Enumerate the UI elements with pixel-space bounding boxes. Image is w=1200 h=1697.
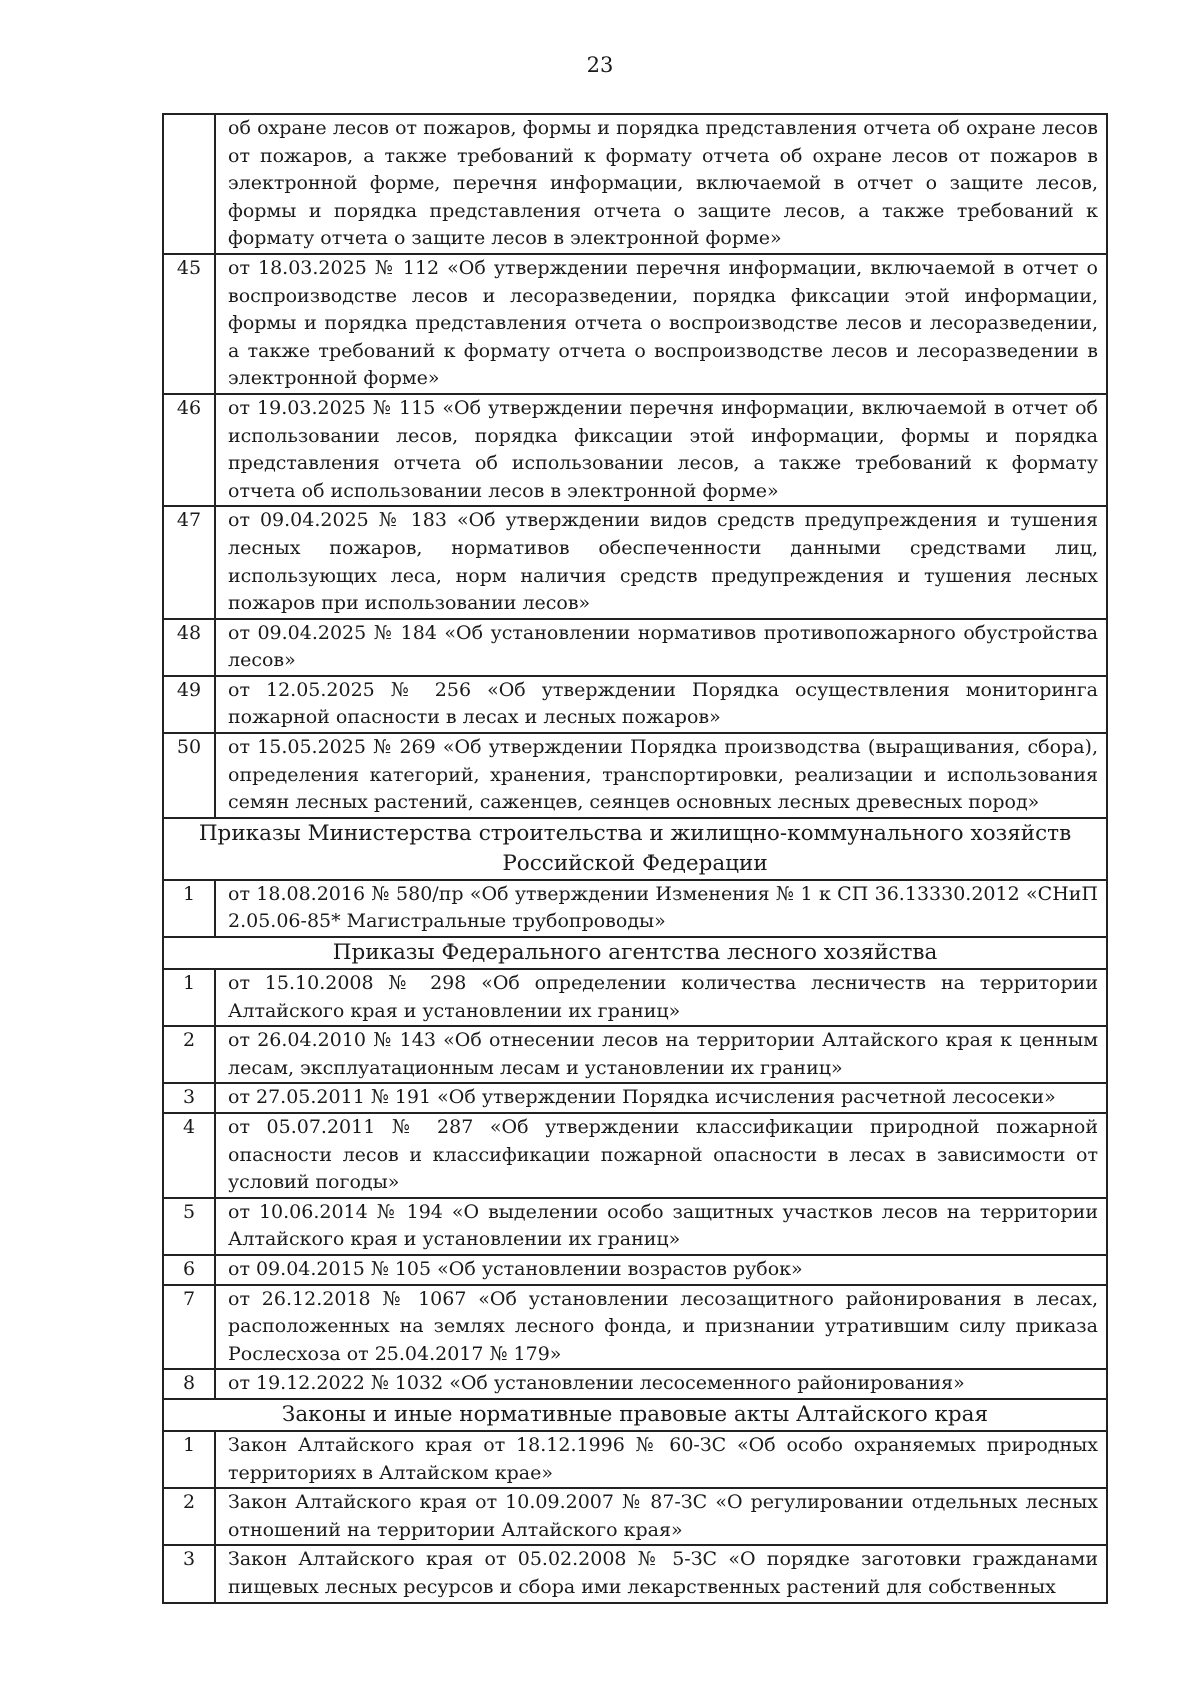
table-row	[163, 619, 1107, 676]
act-description: Закон Алтайского края от 10.09.2007 № 87-ЗС «О регулировании отдельных лесных отношений на территории Алтайского края»	[215, 1488, 1107, 1545]
table-row	[163, 969, 1107, 1026]
table-row	[163, 1431, 1107, 1488]
table-row	[163, 394, 1107, 506]
row-number: 7	[163, 1285, 215, 1370]
row-number: 2	[163, 1026, 215, 1083]
row-number: 3	[163, 1545, 215, 1602]
act-description: от 18.08.2016 № 580/пр «Об утверждении Изменения № 1 к СП 36.13330.2012 «СНиП 2.05.06-85* Магистральные трубопроводы»	[215, 880, 1107, 937]
table-row	[163, 1198, 1107, 1255]
row-number: 1	[163, 969, 215, 1026]
act-description: от 12.05.2025 № 256 «Об утверждении Порядка осуществления мониторинга пожарной опасности в лесах и лесных пожаров»	[215, 676, 1107, 733]
act-description: от 09.04.2025 № 183 «Об утверждении видов средств предупреждения и тушения лесных пожаров, нормативов обеспеченности данными средствами лиц, использующих леса, норм наличия средств предупреждения и тушения лесных пожаров при использовании лесов»	[215, 506, 1107, 618]
table-row	[163, 733, 1107, 818]
table-row	[163, 1488, 1107, 1545]
row-number: 2	[163, 1488, 215, 1545]
row-number: 48	[163, 619, 215, 676]
section-header-row	[163, 1399, 1107, 1431]
row-number: 47	[163, 506, 215, 618]
section-header-row	[163, 818, 1107, 880]
act-description: от 09.04.2015 № 105 «Об установлении возрастов рубок»	[215, 1255, 1107, 1285]
legal-acts-table-body	[163, 114, 1107, 1603]
table-row	[163, 1113, 1107, 1198]
act-description: от 26.04.2010 № 143 «Об отнесении лесов на территории Алтайского края к ценным лесам, эксплуатационным лесам и установлении их границ»	[215, 1026, 1107, 1083]
act-description: от 15.05.2025 № 269 «Об утверждении Порядка производства (выращивания, сбора), определения категорий, хранения, транспортировки, реализации и использования семян лесных растений, саженцев, сеянцев основных лесных древесных пород»	[215, 733, 1107, 818]
act-description: от 19.03.2025 № 115 «Об утверждении перечня информации, включаемой в отчет об использовании лесов, порядка фиксации этой информации, формы и порядка представления отчета об использовании лесов, а также требований к формату отчета об использовании лесов в электронной форме»	[215, 394, 1107, 506]
table-row	[163, 1369, 1107, 1399]
act-description: от 10.06.2014 № 194 «О выделении особо защитных участков лесов на территории Алтайского края и установлении их границ»	[215, 1198, 1107, 1255]
table-row	[163, 1545, 1107, 1602]
act-description: Закон Алтайского края от 18.12.1996 № 60-ЗС «Об особо охраняемых природных территориях в Алтайском крае»	[215, 1431, 1107, 1488]
row-number: 4	[163, 1113, 215, 1198]
act-description: от 18.03.2025 № 112 «Об утверждении перечня информации, включаемой в отчет о воспроизводстве лесов и лесоразведении, порядка фиксации этой информации, формы и порядка представления отчета о воспроизводстве лесов и лесоразведении, а также требований к формату отчета о воспроизводстве лесов и лесоразведении в электронной форме»	[215, 254, 1107, 394]
table-row	[163, 254, 1107, 394]
table-row	[163, 880, 1107, 937]
table-row	[163, 114, 1107, 254]
section-title: Законы и иные нормативные правовые акты Алтайского края	[163, 1399, 1107, 1431]
row-number: 45	[163, 254, 215, 394]
row-number: 3	[163, 1083, 215, 1113]
section-title: Приказы Федерального агентства лесного хозяйства	[163, 937, 1107, 969]
act-description: от 09.04.2025 № 184 «Об установлении нормативов противопожарного обустройства лесов»	[215, 619, 1107, 676]
table-row	[163, 1083, 1107, 1113]
row-number: 6	[163, 1255, 215, 1285]
section-header-row	[163, 937, 1107, 969]
act-description: об охране лесов от пожаров, формы и порядка представления отчета об охране лесов от пожаров, а также требований к формату отчета об охране лесов от пожаров в электронной форме, перечня информации, включаемой в отчет о защите лесов, формы и порядка представления отчета о защите лесов, а также требований к формату отчета о защите лесов в электронной форме»	[215, 114, 1107, 254]
row-number: 49	[163, 676, 215, 733]
row-number: 1	[163, 1431, 215, 1488]
row-number	[163, 114, 215, 254]
act-description: от 19.12.2022 № 1032 «Об установлении лесосеменного районирования»	[215, 1369, 1107, 1399]
table-row	[163, 1255, 1107, 1285]
page-number: 23	[586, 53, 614, 77]
act-description: от 27.05.2011 № 191 «Об утверждении Порядка исчисления расчетной лесосеки»	[215, 1083, 1107, 1113]
act-description: от 26.12.2018 № 1067 «Об установлении лесозащитного районирования в лесах, расположенных на землях лесного фонда, и признании утратившим силу приказа Рослесхоза от 25.04.2017 № 179»	[215, 1285, 1107, 1370]
legal-acts-table	[162, 113, 1108, 1604]
table-row	[163, 1285, 1107, 1370]
table-row	[163, 506, 1107, 618]
table-row	[163, 676, 1107, 733]
row-number: 1	[163, 880, 215, 937]
table-row	[163, 1026, 1107, 1083]
section-title: Приказы Министерства строительства и жилищно-коммунального хозяйств Российской Федерации	[163, 818, 1107, 880]
act-description: от 15.10.2008 № 298 «Об определении количества лесничеств на территории Алтайского края и установлении их границ»	[215, 969, 1107, 1026]
act-description: от 05.07.2011 № 287 «Об утверждении классификации природной пожарной опасности лесов и классификации пожарной опасности в лесах в зависимости от условий погоды»	[215, 1113, 1107, 1198]
row-number: 50	[163, 733, 215, 818]
act-description: Закон Алтайского края от 05.02.2008 № 5-ЗС «О порядке заготовки гражданами пищевых лесных ресурсов и сбора ими лекарственных растений для собственных	[215, 1545, 1107, 1602]
row-number: 46	[163, 394, 215, 506]
row-number: 8	[163, 1369, 215, 1399]
row-number: 5	[163, 1198, 215, 1255]
